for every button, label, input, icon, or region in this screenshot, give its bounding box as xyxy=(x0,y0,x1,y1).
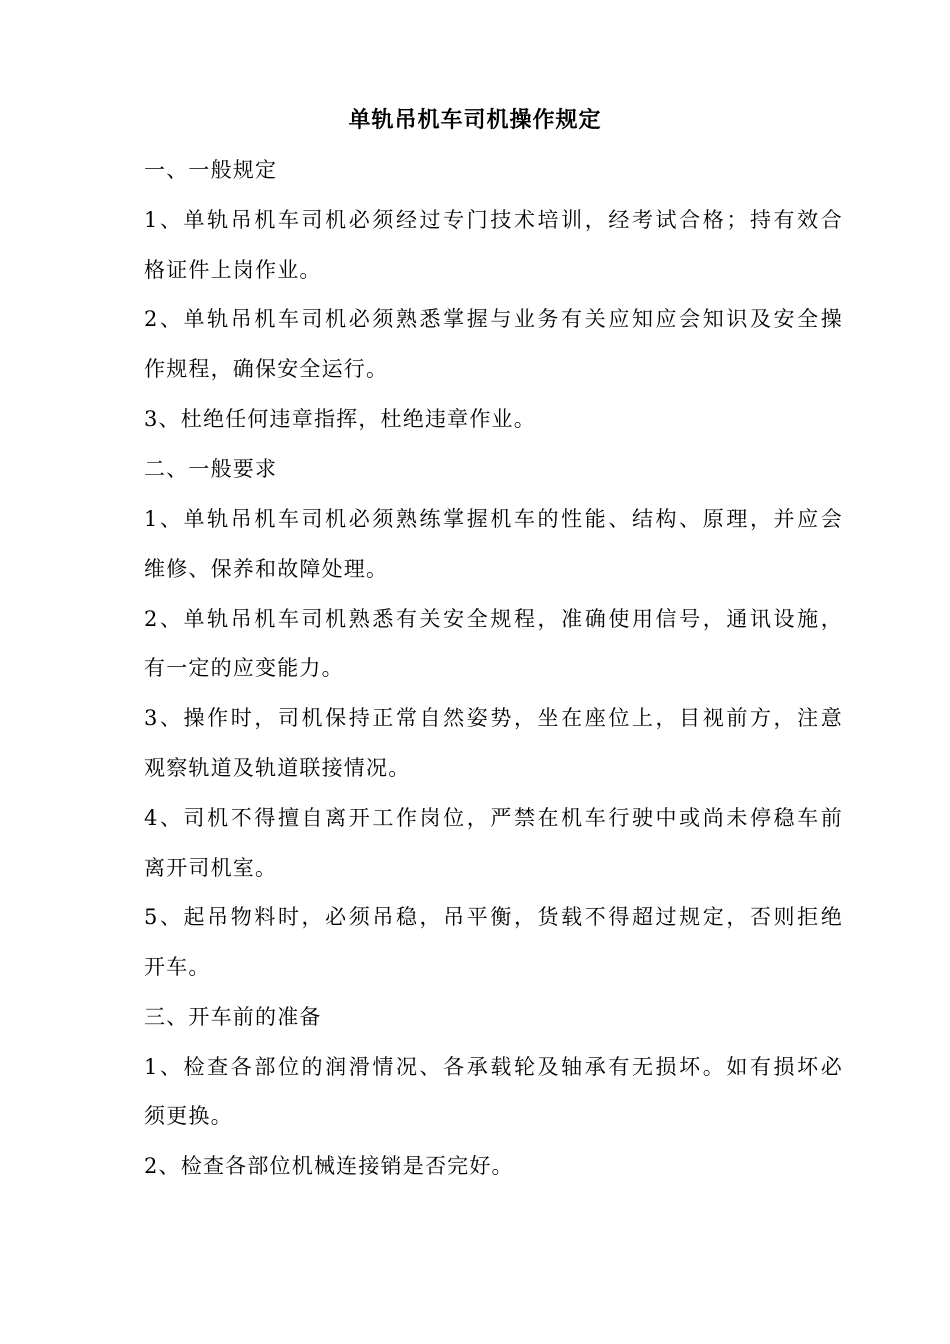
document-title: 单轨吊机车司机操作规定 xyxy=(348,107,602,133)
paragraph-line: 2、单轨吊机车司机熟悉有关安全规程，准确使用信号，通讯设施， xyxy=(144,607,845,631)
section-heading-general-requirements: 二、一般要求 xyxy=(144,457,278,481)
paragraph-line: 维修、保养和故障处理。 xyxy=(144,557,389,581)
paragraph-line: 格证件上岗作业。 xyxy=(144,258,322,282)
paragraph-line: 离开司机室。 xyxy=(144,856,278,880)
paragraph-line: 2、单轨吊机车司机必须熟悉掌握与业务有关应知应会知识及安全操 xyxy=(144,307,845,331)
paragraph-line: 3、操作时，司机保持正常自然姿势，坐在座位上，目视前方，注意 xyxy=(144,706,845,730)
paragraph-line: 开车。 xyxy=(144,955,211,979)
paragraph-line: 作规程，确保安全运行。 xyxy=(144,357,389,381)
paragraph-line: 1、检查各部位的润滑情况、各承载轮及轴承有无损坏。如有损坏必 xyxy=(144,1055,845,1079)
section-heading-pre-start-preparation: 三、开车前的准备 xyxy=(144,1005,322,1029)
paragraph-line: 4、司机不得擅自离开工作岗位，严禁在机车行驶中或尚未停稳车前 xyxy=(144,806,845,830)
paragraph-line: 有一定的应变能力。 xyxy=(144,656,344,680)
paragraph-line: 1、单轨吊机车司机必须熟练掌握机车的性能、结构、原理，并应会 xyxy=(144,507,845,531)
section-heading-general-rules: 一、一般规定 xyxy=(144,158,278,182)
paragraph-line: 须更换。 xyxy=(144,1104,233,1128)
paragraph-line: 2、检查各部位机械连接销是否完好。 xyxy=(144,1154,514,1178)
paragraph-line: 观察轨道及轨道联接情况。 xyxy=(144,756,411,780)
paragraph-line: 3、杜绝任何违章指挥，杜绝违章作业。 xyxy=(144,407,536,431)
paragraph-line: 1、单轨吊机车司机必须经过专门技术培训，经考试合格；持有效合 xyxy=(144,208,845,232)
paragraph-line: 5、起吊物料时，必须吊稳，吊平衡，货载不得超过规定，否则拒绝 xyxy=(144,905,845,929)
